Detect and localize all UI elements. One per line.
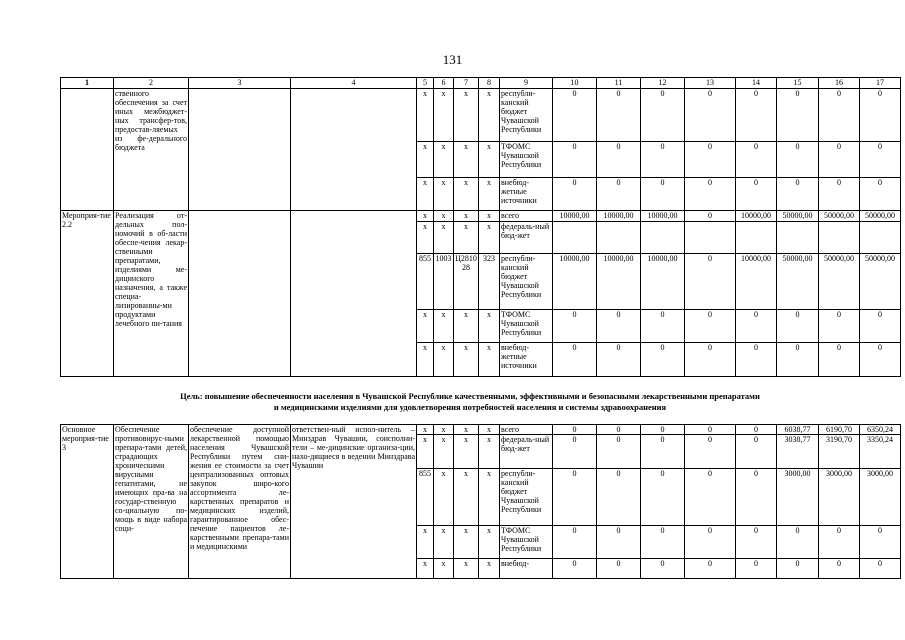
block1-col4-cell	[291, 89, 417, 211]
value-cell: 0	[641, 89, 685, 142]
code-cell-c6: x	[434, 310, 454, 343]
header-cell-5: 5	[417, 78, 434, 89]
value-cell: 0	[597, 559, 641, 579]
code-cell-c6: x	[434, 435, 454, 469]
value-cell: 0	[819, 559, 860, 579]
value-cell: 0	[777, 142, 819, 178]
block2-row	[61, 211, 901, 222]
code-cell-c8: x	[479, 469, 500, 526]
value-cell	[736, 222, 777, 254]
block3-row	[61, 425, 901, 435]
value-cell: 0	[777, 178, 819, 211]
value-cell: 0	[736, 425, 777, 435]
header-row	[61, 78, 901, 89]
code-cell-c5: 855	[417, 469, 434, 526]
value-cell: 0	[685, 142, 736, 178]
code-cell-c8: x	[479, 222, 500, 254]
value-cell: 10000,00	[736, 211, 777, 222]
value-cell: 0	[819, 310, 860, 343]
code-cell-c7: x	[454, 559, 479, 579]
code-cell-c5: x	[417, 142, 434, 178]
header-cell-1: 1	[61, 78, 114, 89]
value-cell: 10000,00	[597, 254, 641, 310]
funding-source-cell: ТФОМС Чувашской Республики	[500, 142, 553, 178]
code-cell-c7: x	[454, 526, 479, 559]
value-cell: 0	[553, 178, 597, 211]
value-cell: 0	[597, 343, 641, 377]
value-cell: 3000,00	[777, 469, 819, 526]
value-cell: 0	[641, 469, 685, 526]
value-cell: 0	[736, 178, 777, 211]
value-cell: 0	[597, 142, 641, 178]
code-cell-c7: x	[454, 469, 479, 526]
value-cell: 10000,00	[553, 254, 597, 310]
code-cell-c5: x	[417, 211, 434, 222]
header-cell-14: 14	[736, 78, 777, 89]
header-cell-10: 10	[553, 78, 597, 89]
header-cell-15: 15	[777, 78, 819, 89]
code-cell-c6: x	[434, 526, 454, 559]
value-cell: 0	[641, 310, 685, 343]
funding-source-cell: внебюд-	[500, 559, 553, 579]
value-cell: 0	[553, 89, 597, 142]
header-cell-4: 4	[291, 78, 417, 89]
code-cell-c8: x	[479, 142, 500, 178]
value-cell: 0	[777, 310, 819, 343]
code-cell-c7: x	[454, 343, 479, 377]
value-cell: 0	[553, 310, 597, 343]
value-cell: 0	[736, 343, 777, 377]
code-cell-c8: 323	[479, 254, 500, 310]
goal-text	[60, 391, 880, 413]
funding-source-cell: федераль-ный бюд-жет	[500, 222, 553, 254]
code-cell-c5: x	[417, 89, 434, 142]
header-cell-6: 6	[434, 78, 454, 89]
code-cell-c5: x	[417, 559, 434, 579]
value-cell: 0	[819, 343, 860, 377]
value-cell: 0	[685, 254, 736, 310]
header-cell-13: 13	[685, 78, 736, 89]
value-cell: 0	[860, 310, 901, 343]
code-cell-c8: x	[479, 89, 500, 142]
block2-col3-cell	[189, 211, 291, 377]
value-cell: 3038,77	[777, 435, 819, 469]
value-cell	[777, 222, 819, 254]
code-cell-c8: x	[479, 178, 500, 211]
value-cell: 0	[736, 142, 777, 178]
header-cell-12: 12	[641, 78, 685, 89]
value-cell: 0	[860, 89, 901, 142]
value-cell: 0	[736, 469, 777, 526]
code-cell-c8: x	[479, 559, 500, 579]
code-cell-c5: x	[417, 435, 434, 469]
value-cell: 0	[685, 559, 736, 579]
value-cell: 0	[736, 89, 777, 142]
code-cell-c5: x	[417, 222, 434, 254]
value-cell: 50000,00	[819, 254, 860, 310]
header-cell-8: 8	[479, 78, 500, 89]
value-cell: 0	[597, 425, 641, 435]
value-cell: 6038,77	[777, 425, 819, 435]
code-cell-c7: x	[454, 211, 479, 222]
value-cell: 0	[641, 435, 685, 469]
value-cell: 0	[597, 178, 641, 211]
code-cell-c7: x	[454, 425, 479, 435]
value-cell: 0	[553, 435, 597, 469]
value-cell: 0	[736, 526, 777, 559]
code-cell-c7: x	[454, 222, 479, 254]
block1-description: ственного обеспечения за счет иных межбюджет-ных трансфер-тов, предостав-ляемых из фе-дерального бюджета	[114, 89, 189, 211]
value-cell: 0	[860, 343, 901, 377]
value-cell: 50000,00	[860, 211, 901, 222]
measure-2-2-label: Мероприя-тие 2.2	[61, 211, 114, 377]
code-cell-c6: 1003	[434, 254, 454, 310]
funding-source-cell: ТФОМС Чувашской Республики	[500, 310, 553, 343]
value-cell: 0	[685, 469, 736, 526]
value-cell: 0	[860, 526, 901, 559]
code-cell-c8: x	[479, 343, 500, 377]
value-cell: 0	[553, 526, 597, 559]
header-cell-3: 3	[189, 78, 291, 89]
code-cell-c8: x	[479, 310, 500, 343]
value-cell: 0	[597, 469, 641, 526]
value-cell: 0	[685, 89, 736, 142]
code-cell-c5: x	[417, 343, 434, 377]
block1-row	[61, 89, 901, 142]
header-cell-7: 7	[454, 78, 479, 89]
value-cell: 0	[641, 343, 685, 377]
value-cell: 50000,00	[860, 254, 901, 310]
block1-col1-cell	[61, 89, 114, 211]
code-cell-c6: x	[434, 425, 454, 435]
code-cell-c5: x	[417, 310, 434, 343]
funding-source-cell: всего	[500, 211, 553, 222]
value-cell: 0	[819, 526, 860, 559]
value-cell: 0	[553, 142, 597, 178]
value-cell: 0	[819, 89, 860, 142]
block1-col3-cell	[189, 89, 291, 211]
code-cell-c5: x	[417, 425, 434, 435]
value-cell: 0	[777, 526, 819, 559]
header-cell-2: 2	[114, 78, 189, 89]
value-cell: 0	[819, 142, 860, 178]
value-cell: 50000,00	[777, 211, 819, 222]
header-cell-9: 9	[500, 78, 553, 89]
header-cell-11: 11	[597, 78, 641, 89]
funding-source-cell: республи-канский бюджет Чувашской Республики	[500, 89, 553, 142]
value-cell: 0	[553, 343, 597, 377]
main-measure-3-executor: ответствен-ный испол-нитель – Минздрав Чувашии, соисполни-тели – ме-дицинские организа-ции, нахо-дящиеся в ведении Минздрава Чувашии	[291, 425, 417, 579]
value-cell	[860, 222, 901, 254]
value-cell: 3190,70	[819, 435, 860, 469]
value-cell: 0	[553, 425, 597, 435]
value-cell: 3000,00	[819, 469, 860, 526]
value-cell: 0	[641, 526, 685, 559]
value-cell: 0	[597, 435, 641, 469]
value-cell: 10000,00	[553, 211, 597, 222]
page-number: 131	[442, 52, 463, 67]
value-cell: 10000,00	[641, 211, 685, 222]
code-cell-c6: x	[434, 178, 454, 211]
goal-line-2: и медицинскими изделиями для удовлетворения потребностей населения и системы здравоохранения	[273, 402, 667, 412]
value-cell: 0	[736, 435, 777, 469]
value-cell: 0	[685, 435, 736, 469]
value-cell: 50000,00	[777, 254, 819, 310]
value-cell: 10000,00	[736, 254, 777, 310]
code-cell-c8: x	[479, 435, 500, 469]
code-cell-c6: x	[434, 469, 454, 526]
measure-2-2-description: Реализация от-дельных пол-номочий в об-ласти обеспе-чения лекар-ственными препаратами, изделиями ме-дицинского назначения, а также специа-лизированны-ми продуктами лечебного пи-тания	[114, 211, 189, 377]
value-cell: 10000,00	[641, 254, 685, 310]
value-cell: 50000,00	[819, 211, 860, 222]
goal-line-1: Цель: повышение обеспеченности населения в Чувашской Республике качественными, эффективными и безопасными лекарственными препаратами	[180, 391, 760, 401]
value-cell: 0	[641, 425, 685, 435]
value-cell: 0	[860, 559, 901, 579]
code-cell-c7: Ц2810 28	[454, 254, 479, 310]
value-cell: 3350,24	[860, 435, 901, 469]
value-cell: 0	[685, 178, 736, 211]
value-cell: 10000,00	[597, 211, 641, 222]
value-cell: 0	[685, 310, 736, 343]
code-cell-c7: x	[454, 142, 479, 178]
main-measure-3-label: Основное мероприя-тие 3	[61, 425, 114, 579]
code-cell-c8: x	[479, 425, 500, 435]
value-cell: 0	[597, 89, 641, 142]
value-cell: 0	[597, 526, 641, 559]
value-cell: 0	[819, 178, 860, 211]
code-cell-c6: x	[434, 142, 454, 178]
value-cell	[641, 222, 685, 254]
code-cell-c8: x	[479, 211, 500, 222]
code-cell-c6: x	[434, 89, 454, 142]
value-cell: 0	[641, 559, 685, 579]
value-cell: 0	[641, 142, 685, 178]
value-cell: 0	[860, 142, 901, 178]
value-cell: 6190,70	[819, 425, 860, 435]
funding-source-cell: всего	[500, 425, 553, 435]
code-cell-c6: x	[434, 559, 454, 579]
value-cell: 0	[553, 469, 597, 526]
value-cell: 0	[641, 178, 685, 211]
code-cell-c5: 855	[417, 254, 434, 310]
block2-col4-cell	[291, 211, 417, 377]
code-cell-c6: x	[434, 222, 454, 254]
code-cell-c7: x	[454, 435, 479, 469]
value-cell: 0	[777, 343, 819, 377]
code-cell-c7: x	[454, 89, 479, 142]
value-cell	[819, 222, 860, 254]
header-cell-16: 16	[819, 78, 860, 89]
funding-source-cell: ТФОМС Чувашской Республики	[500, 526, 553, 559]
value-cell: 0	[685, 425, 736, 435]
funding-source-cell: внебюд-жетные источники	[500, 178, 553, 211]
funding-source-cell: федераль-ный бюд-жет	[500, 435, 553, 469]
funding-source-cell: республи-канский бюджет Чувашской Республики	[500, 254, 553, 310]
value-cell: 0	[777, 89, 819, 142]
value-cell	[597, 222, 641, 254]
value-cell	[685, 222, 736, 254]
program-table-bottom	[60, 424, 901, 579]
value-cell	[553, 222, 597, 254]
value-cell: 0	[736, 559, 777, 579]
code-cell-c8: x	[479, 526, 500, 559]
code-cell-c6: x	[434, 343, 454, 377]
code-cell-c7: x	[454, 310, 479, 343]
value-cell: 0	[736, 310, 777, 343]
value-cell: 6350,24	[860, 425, 901, 435]
main-measure-3-expected-result: обеспечение доступной лекарственной помощью населения Чувашской Республики путем сни-жения ее стоимости за счет централизованных оптовых закупок широ-кого ассортимента ле-карственных препаратов и медицинских изделий, гарантированное обес-печение пациентов ле-карственными препара-тами и медицинскими	[189, 425, 291, 579]
value-cell: 0	[597, 310, 641, 343]
value-cell: 0	[553, 559, 597, 579]
program-table-top	[60, 77, 901, 377]
code-cell-c5: x	[417, 526, 434, 559]
value-cell: 0	[685, 526, 736, 559]
code-cell-c5: x	[417, 178, 434, 211]
funding-source-cell: республи-канский бюджет Чувашской Республики	[500, 469, 553, 526]
code-cell-c6: x	[434, 211, 454, 222]
header-cell-17: 17	[860, 78, 901, 89]
value-cell: 0	[777, 559, 819, 579]
value-cell: 0	[685, 343, 736, 377]
code-cell-c7: x	[454, 178, 479, 211]
value-cell: 3000,00	[860, 469, 901, 526]
funding-source-cell: внебюд-жетные источники	[500, 343, 553, 377]
value-cell: 0	[685, 211, 736, 222]
main-measure-3-description: Обеспечение противовирус-ными препара-тами детей, страдающих хроническими вирусными гепатитами, не имеющих пра-ва на государ-ственную со-циальную по-мощь в виде набора соци-	[114, 425, 189, 579]
value-cell: 0	[860, 178, 901, 211]
